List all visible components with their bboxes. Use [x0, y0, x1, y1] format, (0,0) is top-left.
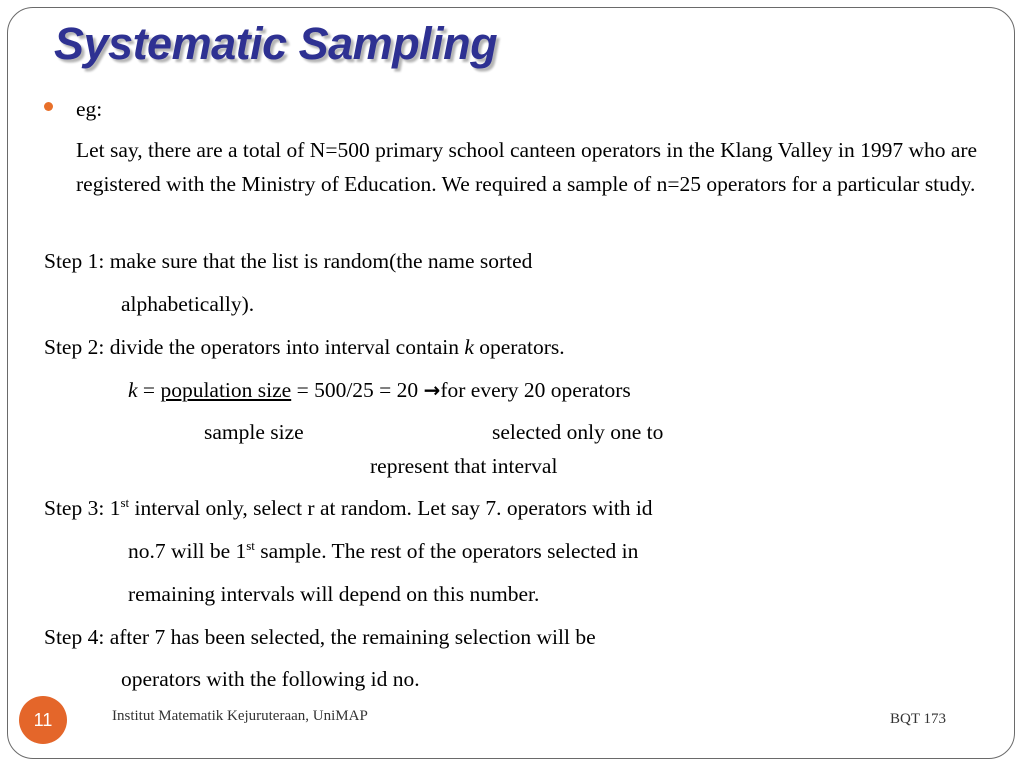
step3-sup1: st — [120, 495, 130, 510]
page-number-badge — [19, 696, 67, 744]
step3-line2 — [128, 534, 638, 568]
step3-text-b: interval only, select r at random. Let say 7. operators with id — [129, 496, 653, 520]
step3-line1 — [44, 491, 653, 525]
step1-line1: Step 1: make sure that the list is random(the name sorted — [44, 249, 533, 273]
step4-line2: operators with the following id no. — [121, 667, 420, 691]
step3-text-a: Step 3: 1 — [44, 496, 121, 520]
footer-institution: Institut Matematik Kejuruteraan, UniMAP — [112, 708, 368, 724]
intro-paragraph: Let say, there are a total of N=500 primary school canteen operators in the Klang Valley in 1997 who are registered with the Ministry of Education. We required a sample of n=25 operators for a particular study. — [76, 138, 978, 196]
bullet-label: eg: — [76, 97, 103, 121]
formula-result: = 500/25 = 20 — [291, 378, 424, 402]
step3-line3: remaining intervals will depend on this number. — [128, 582, 540, 606]
step3-sup2: st — [246, 538, 255, 553]
step2-k: k — [464, 335, 474, 359]
formula-numerator: population size — [160, 378, 292, 402]
bullet-dot-icon — [44, 102, 53, 111]
formula-line — [128, 373, 631, 407]
arrow-right-icon: → — [423, 378, 441, 402]
footer-course-code: BQT 173 — [890, 711, 946, 727]
formula-k: k — [128, 378, 138, 402]
page-number: 11 — [33, 709, 53, 730]
slide-title: Systematic Sampling — [54, 18, 498, 69]
formula-note: for every 20 operators — [440, 378, 631, 402]
step1-line2: alphabetically). — [121, 292, 255, 316]
formula-eq: = — [137, 378, 161, 402]
step3-text-c: no.7 will be 1 — [128, 539, 247, 563]
step2-line — [44, 330, 565, 364]
note-line3: represent that interval — [370, 454, 558, 478]
step3-text-d: sample. The rest of the operators selected in — [254, 539, 639, 563]
step2-text-a: Step 2: divide the operators into interval contain — [44, 335, 465, 359]
step4-line1: Step 4: after 7 has been selected, the remaining selection will be — [44, 625, 596, 649]
note-line2: selected only one to — [492, 420, 664, 444]
formula-denominator: sample size — [204, 420, 304, 444]
step2-text-b: operators. — [473, 335, 565, 359]
